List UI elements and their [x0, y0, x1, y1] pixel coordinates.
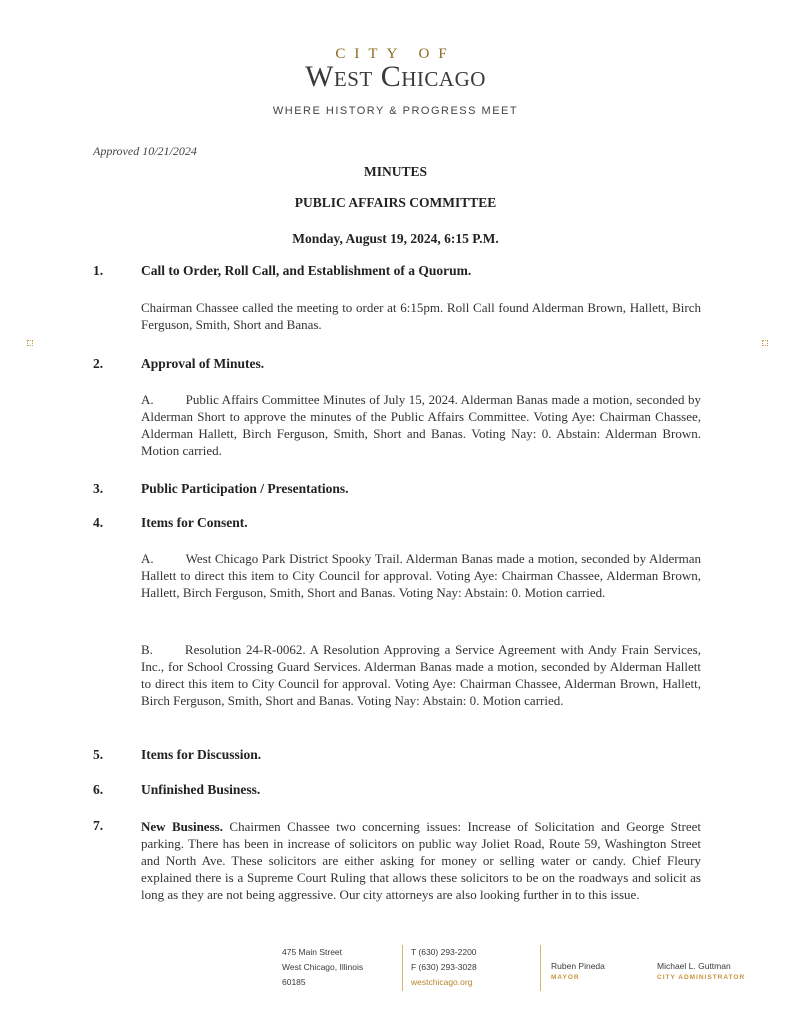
- list-item: [141, 641, 701, 709]
- footer-website[interactable]: westchicago.org: [411, 977, 473, 987]
- footer-divider: [540, 945, 541, 991]
- item-text: West Chicago Park District Spooky Trail. Alderman Banas made a motion, seconded by Alderman Hallett to direct this item to City Council for approval. Voting Aye: Chairman Chassee, Alderman Brown, Hallett, Birch Ferguson, Smith, Short and Banas. Voting Nay: Abstain: 0. Motion carried.: [141, 551, 701, 600]
- margin-mark: [27, 340, 33, 346]
- footer-mayor: [551, 961, 605, 983]
- section-number: 2.: [93, 356, 104, 371]
- list-item: [141, 391, 701, 459]
- section-title: Unfinished Business.: [141, 782, 261, 797]
- section-body: [141, 818, 701, 903]
- section-title: Public Participation / Presentations.: [141, 481, 349, 496]
- document-title: MINUTES: [363, 164, 427, 179]
- section-number: 4.: [93, 515, 104, 530]
- item-text: Public Affairs Committee Minutes of July 15, 2024. Alderman Banas made a motion, seconded by Alderman Short to approve the minutes of the Public Affairs Committee. Voting Aye: Chairman Chassee, Alderman Hallett, Birch Ferguson, Smith, Short and Banas. Voting Nay: 0. Abstain: Alderman Brown. Motion carried.: [141, 392, 701, 458]
- section-number: 7.: [93, 818, 104, 833]
- margin-mark: [762, 340, 768, 346]
- section-title: New Business.: [141, 819, 223, 834]
- item-label: A.: [141, 551, 154, 566]
- approval-note: Approved 10/21/2024: [93, 144, 197, 158]
- section-title: Approval of Minutes.: [141, 356, 265, 371]
- address-street: 475 Main Street: [282, 947, 343, 957]
- section-body: Chairman Chassee called the meeting to order at 6:15pm. Roll Call found Alderman Brown, Hallett, Birch Ferguson, Smith, Short and Banas.: [141, 300, 701, 332]
- footer-address: [282, 945, 363, 990]
- logo-city-name: West Chicago: [305, 60, 486, 93]
- section-number: 6.: [93, 782, 104, 797]
- mayor-role: MAYOR: [551, 974, 580, 981]
- item-text: Resolution 24-R-0062. A Resolution Approving a Service Agreement with Andy Frain Services, Inc., for School Crossing Guard Services. Alderman Banas made a motion, seconded by Alderman Hallett to direct this item to City Council for approval. Voting Aye: Chairman Chassee, Alderman Brown, Hallett, Birch Ferguson, Smith, Short and Banas. Voting Nay: Abstain: 0. Motion carried.: [141, 642, 701, 708]
- section-title: Items for Discussion.: [141, 747, 262, 762]
- logo-tagline: WHERE HISTORY & PROGRESS MEET: [272, 105, 519, 117]
- section-number: 1.: [93, 263, 104, 278]
- meeting-date: Monday, August 19, 2024, 6:15 P.M.: [292, 231, 499, 246]
- item-label: B.: [141, 642, 153, 657]
- footer-fax: F (630) 293-3028: [411, 962, 477, 972]
- footer-administrator: [657, 961, 745, 983]
- logo-city-of-text: CITY OF: [335, 46, 456, 62]
- administrator-role: CITY ADMINISTRATOR: [657, 974, 746, 981]
- section-title: Call to Order, Roll Call, and Establishment of a Quorum.: [141, 263, 472, 278]
- committee-name: PUBLIC AFFAIRS COMMITTEE: [294, 195, 497, 210]
- section-title: Items for Consent.: [141, 515, 248, 530]
- footer-divider: [402, 945, 403, 991]
- section-number: 3.: [93, 481, 104, 496]
- footer-phone: T (630) 293-2200: [411, 947, 477, 957]
- administrator-name: Michael L. Guttman: [657, 961, 731, 971]
- address-city: West Chicago, Illinois: [282, 962, 364, 972]
- section-text: Chairmen Chassee two concerning issues: Increase of Solicitation and George Street parking. There has been in increase of solicitors on public way Joliet Road, Route 59, Washington Street and North Ave. These solicitors are either asking for money or selling water or candy. Chief Fleury explained there is a Supreme Court Ruling that allows these solicitors to be on the roadways and solicit as long as they are not being aggressive. Our city attorneys are also looking further in to this issue.: [141, 819, 701, 902]
- list-item: [141, 550, 701, 601]
- address-zip: 60185: [282, 977, 306, 987]
- section-number: 5.: [93, 747, 104, 762]
- mayor-name: Ruben Pineda: [551, 961, 605, 971]
- item-label: A.: [141, 392, 154, 407]
- footer-contact: [411, 945, 477, 990]
